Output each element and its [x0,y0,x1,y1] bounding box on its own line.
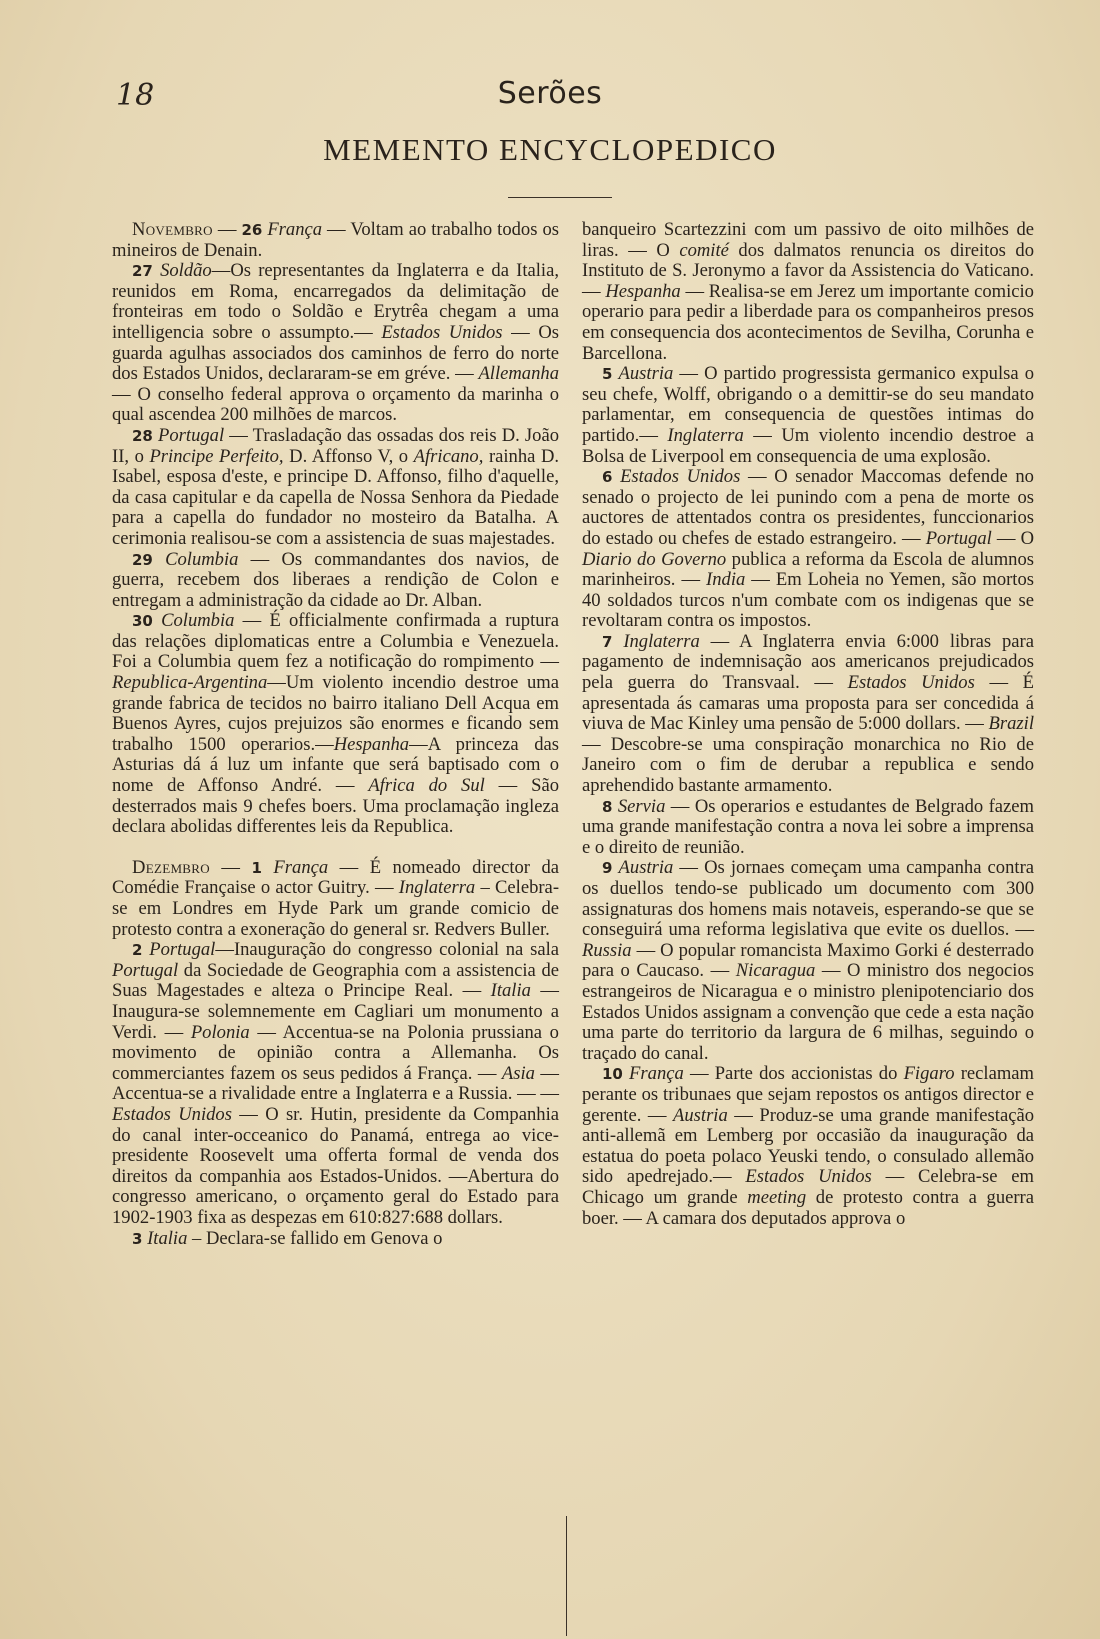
country-name: Estados Unidos [112,1103,232,1125]
entry-dezembro-2: 2 Portugal—Inauguração do congresso colonial na sala Portugal da Sociedade de Geographia com a assistencia de Suas Magestades e alteza o Principe Real. — Italia — Inaugura-se solemnemente em Cagliari um monumento a Verdi. — Polonia — Accentua-se na Polonia prussiana o movimento de opinião contra a Allemanha. Os commerciantes fazem os seus pedidos á França. — Asia — Accentua-se a rivalidade entre a Inglaterra e a Russia. — — Estados Unidos — O sr. Hutin, presidente da Companhia do canal inter-occeanico do Panamá, entrega ao vice-presidente Roosevelt uma offerta formal de venda dos direitos da companhia aos Estados-Unidos. —Abertura do congresso americano, o orçamento geral do Estado para 1902-1903 fixa as despezas em 610:827:688 dollars. [112,939,559,1228]
country-name: Nicaragua [735,960,816,982]
entry-text: É apresentada ás camaras uma proposta para ser concedida á viuva de Mac Kinley uma pensão de 5:000 dollars. — [582,672,1034,735]
entry-text: Produz-se uma grande manifestação anti-allemã em Lemberg por occasião da inauguração da estatua do poeta polaco Yeuski tendo, o consulado allemão sido apedrejado.— [582,1104,1035,1188]
entry-novembro-26: Novembro — 26 França — Voltam ao trabalho todos os mineiros de Denain. [112,219,559,261]
entry-text: Inauguração do congresso colonial na sala [233,939,559,961]
right-column [582,220,1034,1229]
country-name: Soldão [160,260,212,282]
entry-dezembro-8: 8 Servia — Os operarios e estudantes de Belgrado fazem uma grande manifestação contra a nova lei sobre a imprensa e o direito de reunião. [582,795,1034,858]
country-name: Servia [617,795,666,817]
country-name: Columbia [161,610,235,632]
day-number: 1 [251,858,262,877]
entry-text: de protesto contra a guerra boer. — A camara dos deputados approva o [582,1186,1035,1229]
country-name: Portugal [158,424,225,446]
entry-text: O popular romancista Maximo Gorki é desterrado para o Caucaso. — [582,939,1034,982]
month-label: Dezembro [132,856,210,878]
entry-text: É officialmente confirmada a ruptura das relações diplomaticas entre a Columbia e Venezuela. Foi a Columbia quem fez a notificação do rompimento — [112,610,559,673]
entry-text: O ministro dos negocios estrangeiros de Nicaragua e o ministro plenipotenciario dos Estados Unidos assignam a convenção que cede a esta nação uma parte do territorio da largura de 6 milhas, seguindo o traçado do canal. [582,960,1034,1064]
entry-dezembro-5: 5 Austria — O partido progressista germanico expulsa o seu chefe, Wolff, obrigando o a demittir-se do seu mandato parlamentar, em consequencia de questões intimas do partido.— Inglaterra — Um violento incendio destroe a Bolsa de Liverpool em consequencia de uma explosão. [582,363,1034,467]
entry-text: Inaugura-se solemnemente em Cagliari um monumento a Verdi. — [112,1000,559,1043]
country-name: Austria [618,363,674,385]
country-name: França [273,856,329,878]
section-title: MEMENTO ENCYCLOPEDICO [323,132,777,167]
entry-text: Os guarda agulhas associados dos caminhos de ferro do norte dos Estados Unidos, declararam-se em gréve. [112,321,559,385]
entry-dezembro-6: 6 Estados Unidos — O senador Maccomas defende no senado o projecto de lei punindo com a pena de morte os auctores de attentados contra os presidentes, funccionarios do estado ou chefes de estado estrangeiro. — Portugal — O Diario do Governo publica a reforma da Escola de alumnos marinheiros. — India — Em Loheia no Yemen, são mortos 40 soldados turcos n'um combate com os indigenas que se revoltaram contra os impostos. [582,466,1035,632]
country-name: Inglaterra [623,630,700,652]
entry-text: Os operarios e estudantes de Belgrado fazem uma grande manifestação contra a nova lei sobre a imprensa e o direito de reunião. [582,795,1034,858]
entry-text: da Sociedade de Geographia com a assistencia de Suas Magestades e alteza o Principe Real. — [112,959,559,1002]
margin-rule [566,1516,567,1636]
page-number: 18 [116,78,155,113]
entry-text: Voltam ao trabalho todos os mineiros de Denain. [112,219,559,261]
country-name: Columbia [165,548,239,570]
entry-text: O [1020,527,1034,549]
entry-text: O senador Maccomas defende no senado o projecto de lei punindo com a pena de morte os auctores de attentados contra os presidentes, funccionarios do estado ou chefes de estado estrangeiro. — [582,466,1034,549]
entry-text: Accentua-se na Polonia prussiana o movimento de opinião contra a Allemanha. Os commerciantes fazem os seus pedidos á França. — [112,1021,559,1084]
hall-name: Portugal [112,959,179,981]
day-number: 5 [602,365,613,384]
country-name: Russia [582,939,632,961]
newspaper-name: Figaro [903,1063,955,1085]
country-name: Italia [147,1227,188,1249]
entry-text: Declara-se fallido em Genova o [205,1227,443,1249]
country-name: Inglaterra [398,877,476,899]
entry-text: São desterrados mais 9 chefes boers. Uma proclamação ingleza declara abolidas differentes leis da Republica. [112,775,559,838]
country-name: Africa do Sul [368,775,485,797]
newspaper-name: Diario do Governo [582,548,727,570]
entry-text: dos dalmatos renuncia os direitos do Instituto de S. Jeronymo a favor da Assistencia do Vaticano. — [582,239,1034,302]
entry-text: Descobre-se uma conspiração monarchica no Rio de Janeiro com o fim de derubar a republica e sendo aprehendido bastante armamento. [582,733,1034,797]
month-label: Novembro [132,219,213,240]
day-number: 29 [132,550,153,569]
entry-text: A princeza das Asturias dá á luz um infante que será baptisado com o nome de Affonso André. — [112,733,559,797]
left-column [112,220,559,1249]
day-number: 26 [241,221,263,239]
entry-text: publica a reforma da Escola de alumnos marinheiros. — [582,548,1034,591]
entry-dezembro-10: 10 França — Parte dos accionistas do Figaro reclamam perante os tribunaes que sejam repostos os antigos director e gerente. — Austria — Produz-se uma grande manifestação anti-allemã em Lemberg por occasião da inauguração da estatua do poeta polaco Yeuski tendo, o consulado allemão sido apedrejado.— Estados Unidos — Celebra-se em Chicago um grande meeting de protesto contra a guerra boer. — A camara dos deputados approva o [582,1063,1035,1229]
entry-novembro-27: 27 Soldão—Os representantes da Inglaterra e da Italia, reunidos em Roma, encarregados da delimitação de fronteiras em todo o Soldão e Erytrêa chegam a uma intelligencia sobre o assumpto.— Estados Unidos — Os guarda agulhas associados dos caminhos de ferro do norte dos Estados Unidos, declararam-se em gréve. — Allemanha — O conselho federal approva o orçamento da marinha o qual ascendea 200 milhões de marcos. [112,260,559,426]
country-name: Estados Unidos [847,672,975,694]
term: meeting [747,1186,807,1208]
day-number: 9 [602,859,613,878]
country-name: Hespanha [333,733,410,755]
entry-dezembro-3-cont: banqueiro Scartezzini com um passivo de oito milhões de liras. — O comité dos dalmatos renuncia os direitos do Instituto de S. Jeronymo a favor da Assistencia do Vaticano. — Hespanha — Realisa-se em Jerez um importante comicio operario para pedir a liberdade para os companheiros presos em consequencia dos acontecimentos de Sevilha, Corunha e Barcellona. [582,219,1034,364]
entry-text: Parte dos accionistas do [714,1063,898,1085]
country-name: Austria [618,857,674,879]
day-number: 30 [132,612,153,631]
day-number: 7 [602,632,613,651]
day-number: 3 [132,1229,143,1248]
entry-dezembro-3: 3 Italia – Declara-se fallido em Genova o [132,1227,443,1249]
entry-text: O sr. Hutin, presidente da Companhia do canal inter-occeanico do Panamá, entrega ao vice-presidente Roosevelt uma offerta formal de venda dos direitos da companhia aos Estados-Unidos. —Abertura do congresso americano, o orçamento geral do Estado para 1902-1903 fixa as despezas em 610:827:688 dollars. [112,1103,559,1228]
entry-text: rainha D. Isabel, esposa d'este, e principe D. Affonso, filho d'aquelle, da casa capitular e da capella de Nossa Senhora da Piedade para a capella do fundador no mosteiro da Batalha. A cerimonia realisou-se com a assistencia de suas majestades. [112,445,560,549]
entry-text: É nomeado director da Comédie Française o actor Guitry. — [112,856,560,899]
entry-text: O partido progressista germanico expulsa o seu chefe, Wolff, obrigando o a demittir-se do seu mandato parlamentar, em consequencia de questões intimas do partido.— [582,363,1034,446]
country-name: Estados Unidos [745,1166,872,1188]
running-title: Serões [497,76,603,111]
entry-text: Celebra-se em Londres em Hyde Park um grande comicio de protesto contra a exoneração do general sr. Redvers Buller. [112,877,560,940]
entry-text: Os representantes da Inglaterra e da Italia, reunidos em Roma, encarregados da delimitação de fronteiras em todo o Soldão e Erytrêa chegam a uma intelligencia sobre o assumpto. [112,260,559,343]
entry-text: A Inglaterra envia 6:000 libras para pagamento de indemnisação aos americanos prejudicados pela guerra do Transvaal. — [582,630,1034,694]
entry-text: Um violento incendio destroe a Bolsa de Liverpool em consequencia de uma explosão. [582,424,1034,467]
day-number: 27 [132,262,153,281]
entry-novembro-29: 29 Columbia — Os commandantes dos navios, de guerra, recebem dos liberaes a rendição de Colon e entregam a administração da cidade ao Dr. Alban. [112,548,559,611]
country-name: Polonia [190,1021,250,1043]
country-name: Hespanha [605,280,681,302]
entry-text: Accentua-se a rivalidade entre a Inglaterra e a Russia. — — [112,1083,559,1105]
entry-dezembro-9: 9 Austria — Os jornaes começam uma campanha contra os duellos tendo-se publicado um documento com 300 assignaturas dos homens mais notaveis, esperando-se que se conseguirá uma reforma legislativa que evite os duellos. — Russia — O popular romancista Maximo Gorki é desterrado para o Caucaso. — Nicaragua — O ministro dos negocios estrangeiros de Nicaragua e o ministro plenipotenciario dos Estados Unidos assignam a convenção que cede a esta nação uma parte do territorio da largura de 6 milhas, seguindo o traçado do canal. [582,857,1035,1064]
country-name: Estados Unidos [620,466,741,488]
day-number: 8 [602,797,613,816]
day-number: 2 [132,941,143,960]
country-name: Portugal [149,939,216,961]
entry-text: O conselho federal approva o orçamento da marinha o qual ascendea 200 milhões de marcos. [112,383,559,426]
entry-text: banqueiro Scartezzini com um passivo de oito milhões de liras. — O [582,219,1034,261]
entry-text: Um violento incendio destroe uma grande fabrica de tecidos no bairro italiano Dell Acqua em Buenos Ayres, cujos prejuizos são enormes e ficando sem trabalho 1500 operarios. [112,672,559,755]
entry-text: reclamam perante os tribunaes que sejam repostos os antigos director e gerente. — [582,1063,1035,1126]
entry-text: Em Loheia no Yemen, são mortos 40 soldados turcos n'um combate com os indigenas que se revoltaram contra os impostos. [582,569,1035,632]
term: comité [679,239,729,261]
country-name: França [629,1063,684,1085]
day-number: 28 [132,426,153,445]
entry-text: Realisa-se em Jerez um importante comicio operario para pedir a liberdade para os companheiros presos em consequencia dos acontecimentos de Sevilha, Corunha e Barcellona. [582,280,1034,364]
epithet: Africano, [413,445,484,467]
entry-text: Os commandantes dos navios, de guerra, recebem dos liberaes a rendição de Colon e entregam a administração da cidade ao Dr. Alban. [112,548,559,611]
entry-text: Celebra-se em Chicago um grande [582,1166,1034,1208]
entry-novembro-28: 28 Portugal — Trasladação das ossadas dos reis D. João II, o Principe Perfeito, D. Affonso V, o Africano, rainha D. Isabel, esposa d'este, e principe D. Affonso, filho d'aquelle, da casa capitular e da capella de Nossa Senhora da Piedade para a capella do fundador no mosteiro da Batalha. A cerimonia realisou-se com a assistencia de suas majestades. [112,424,560,549]
country-name: Brazil [988,713,1034,735]
entry-dezembro-7: 7 Inglaterra — A Inglaterra envia 6:000 libras para pagamento de indemnisação aos americanos prejudicados pela guerra do Transvaal. — Estados Unidos — É apresentada ás camaras uma proposta para ser concedida á viuva de Mac Kinley uma pensão de 5:000 dollars. — Brazil — Descobre-se uma conspiração monarchica no Rio de Janeiro com o fim de derubar a republica e sendo aprehendido bastante armamento. [582,630,1034,797]
entry-text: D. Affonso V, o [289,445,409,467]
day-number: 10 [602,1065,623,1084]
title-divider [508,197,612,198]
epithet: Principe Perfeito, [149,445,284,467]
entry-text: Trasladação das ossadas dos reis D. João II, o [112,424,559,467]
country-name: França [267,219,323,240]
country-name: Estados Unidos [381,321,503,343]
country-name: Portugal [925,527,992,549]
country-name: Austria [673,1104,728,1126]
country-name: Italia [490,980,531,1002]
entry-novembro-30: 30 Columbia — É officialmente confirmada a ruptura das relações diplomaticas entre a Columbia e Venezuela. Foi a Columbia quem fez a notificação do rompimento — Republica-Argentina—Um violento incendio destroe uma grande fabrica de tecidos no bairro italiano Dell Acqua em Buenos Ayres, cujos prejuizos são enormes e ficando sem trabalho 1500 operarios.—Hespanha—A princeza das Asturias dá á luz um infante que será baptisado com o nome de Affonso André. — Africa do Sul — São desterrados mais 9 chefes boers. Uma proclamação ingleza declara abolidas differentes leis da Republica. [112,610,559,838]
entry-text: Os jornaes começam uma campanha contra os duellos tendo-se publicado um documento com 300 assignaturas dos homens mais notaveis, esperando-se que se conseguirá uma reforma legislativa que evite os duellos. — [582,857,1035,941]
country-name: Asia [501,1062,535,1084]
country-name: Allemanha [478,363,559,385]
day-number: 6 [602,468,613,487]
country-name: Republica-Argentina [112,672,268,694]
country-name: India [706,569,746,591]
country-name: Inglaterra [667,424,744,446]
entry-dezembro-1: Dezembro — 1 França — É nomeado director da Comédie Française o actor Guitry. — Inglaterra – Celebra-se em Londres em Hyde Park um grande comicio de protesto contra a exoneração do general sr. Redvers Buller. [112,856,560,940]
